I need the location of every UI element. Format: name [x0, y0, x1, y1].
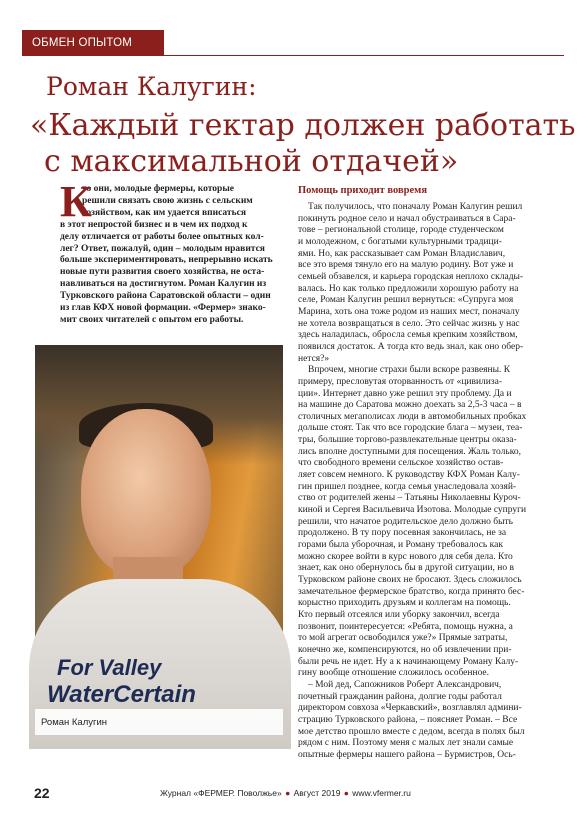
- article-line: позвонит, поинтересуется: «Ребята, помощь нужна, а: [298, 621, 513, 632]
- article-line: директором совхоза «Черкавский», возглавлял админи-: [298, 703, 522, 714]
- article-line: рядом с ним. Поэтому меня с малых лет знали самые: [298, 738, 514, 749]
- article-line: Турковском районе своих не бросают. Здесь сложилось: [298, 575, 522, 585]
- article-line: селе, Роман Калугин решил вернуться: «Супруга моя: [298, 295, 514, 306]
- page-footer: [0, 784, 586, 804]
- article-line: горами была уборочная, и Роману требовалось как: [298, 540, 503, 551]
- article-line: замечательное фермерское братство, когда принято бес-: [298, 586, 525, 597]
- article-line: что свободного времени сельское хозяйство остав-: [298, 458, 504, 469]
- article-line: ляет совсем немного. К руководству КФХ Роман Калу-: [298, 470, 520, 481]
- article-line: примеру, пресловутая оторванность от «цивилиза-: [298, 376, 503, 387]
- lead-line: лег? Ответ, пожалуй, один – молодым нравится: [60, 243, 265, 254]
- article-line: Марина, хоть она тоже родом из наших мест, поначалу: [298, 306, 520, 317]
- article-line: ями. Но, как рассказывает сам Роман Владиславич,: [298, 248, 506, 259]
- article-line: страцию Турковского района, – поясняет Роман. – Все: [298, 714, 518, 725]
- photo-face: [81, 409, 211, 579]
- article-line: можно скорее войти в курс нового для себя дела. Кто: [298, 551, 513, 562]
- article-line: не хотела возвращаться в село. Это сейчас жизнь у нас: [298, 318, 520, 329]
- footer-imprint: [160, 788, 411, 798]
- headline-name: Роман Калугин:: [46, 72, 257, 101]
- article-line: то мой агрегат освободился уже?» Прямые затраты,: [298, 633, 508, 644]
- lead-dropcap: К: [60, 177, 92, 226]
- headline-quote-line-2: с максимальной отдачей»: [44, 144, 459, 179]
- lead-line: мит своих читателей с опытом его работы.: [60, 314, 244, 325]
- article-line: лись вполне доступными для посещения. Жаль только,: [298, 446, 521, 457]
- page-number: 22: [34, 785, 50, 801]
- footer-separator-icon: ●: [285, 788, 293, 798]
- article-line: решили, что начатое родительское дело должно быть: [298, 516, 514, 527]
- article-line: знает, как оно обернулось бы в другой ситуации, но в: [298, 563, 514, 574]
- section-rubric-label: ОБМЕН ОПЫТОМ: [32, 37, 133, 49]
- article-line: здесь наладилась, обросла семья крепким хозяйством,: [298, 330, 518, 341]
- article-line: ство от родителей жены – Татьяны Николаевны Куроч-: [298, 493, 521, 504]
- footer-separator-icon: ●: [343, 788, 352, 798]
- article-line: продолжено. В ту пору посевная закончилась, не за: [298, 528, 507, 539]
- lead-line: из глав КФХ новой формации. «Фермер» знако-: [60, 303, 266, 314]
- lead-line: новые пути развития своего хозяйства, не оста-: [60, 267, 265, 278]
- article-line: тове – региональной столице, городе студенческом: [298, 225, 504, 236]
- article-line: киной и Сергея Васильевича Изотова. Молодые супруги: [298, 505, 527, 516]
- shirt-print-top: For Valley: [57, 655, 162, 680]
- article-line: тры, большие торгово-развлекательные центры оказа-: [298, 435, 517, 446]
- lead-line: больше экспериментировать, непрерывно искать: [60, 255, 273, 266]
- portrait-photo: [35, 345, 283, 735]
- article-body: [298, 184, 556, 760]
- article-subhead: Помощь приходит вовремя: [298, 185, 427, 196]
- article-line: нется?»: [298, 353, 330, 364]
- article-line: семьей обзавелся, и карьера городская неплохо склады-: [298, 271, 524, 282]
- headline-quote-line-1: «Каждый гектар должен работать: [30, 108, 576, 143]
- article-line: Кто первый отсеялся или уборку закончил, всегда: [298, 609, 500, 620]
- article-line: Так получилось, что поначалу Роман Калугин решил: [308, 202, 523, 212]
- article-line: появился достаток. А тогда кто ведь знал, как оно обер-: [298, 341, 524, 352]
- rubric-divider: [164, 55, 564, 56]
- lead-line: то они, молодые фермеры, которые: [82, 184, 234, 194]
- footer-issue: Август 2019: [293, 788, 341, 798]
- section-rubric: [22, 30, 164, 56]
- article-line: на машине до Саратова можно доехать за 2,5-3 часа – в: [298, 400, 522, 411]
- article-line: дольше стоят. Так что все городские блага – музеи, теа-: [298, 423, 523, 434]
- article-line: столичных мегаполисах люди в автомобильных пробках: [298, 411, 527, 422]
- lead-line: делу отличается от работы более опытных кол-: [60, 231, 264, 242]
- article-line: опытные фермеры нашего района – Бурмистров, Ось-: [298, 749, 516, 760]
- article-line: и молодежном, с богатыми культурными традици-: [298, 236, 502, 247]
- article-line: были речь не идет. Ну а к начинающему Роману Калу-: [298, 656, 519, 667]
- lead-line: решили связать свою жизнь с сельским: [82, 195, 253, 206]
- shirt-print-bottom: WaterCertain: [47, 681, 196, 708]
- article-line: гину вообще отношение сложилось особенное.: [298, 668, 490, 679]
- lead-line: в этот непростой бизнес и в чем их подход к: [60, 219, 248, 230]
- article-line: все это время тянуло его на малую родину. Вот уже и: [298, 260, 514, 271]
- article-line: валась. Но как только предложили хорошую работу на: [298, 283, 519, 294]
- article-line: мое детство прошло вместе с дедом, всегда в полях был: [298, 726, 525, 737]
- article-line: почетный гражданин района, долгие годы работал: [298, 691, 502, 702]
- lead-paragraph: [60, 177, 282, 344]
- lead-line: хозяйством, как им удается вписаться: [82, 207, 246, 218]
- article-line: ции». Интернет давно уже решил эту проблему. Да и: [298, 388, 512, 399]
- article-line: покинуть родное село и начал обустраиваться в Сара-: [298, 213, 516, 224]
- article-line: гин пришел позднее, когда семья унаследовала хозяй-: [298, 481, 517, 492]
- footer-site: www.vfermer.ru: [352, 788, 411, 798]
- article-line: корыстно приходить друзьям и коллегам на помощь.: [298, 598, 511, 609]
- article-line: Впрочем, многие страхи были вскоре развеяны. К: [308, 365, 511, 376]
- lead-line: Турковского района Саратовской области – один: [60, 291, 271, 302]
- article-line: конечно же, компенсируются, но об извлечении при-: [298, 644, 512, 655]
- lead-line: навливаться на достигнутом. Роман Калугин из: [60, 279, 267, 290]
- photo-caption: Роман Калугин: [35, 709, 283, 735]
- footer-journal: Журнал «ФЕРМЕР. Поволжье»: [160, 788, 282, 798]
- article-line: – Мой дед, Сапожников Роберт Александрович,: [308, 679, 502, 690]
